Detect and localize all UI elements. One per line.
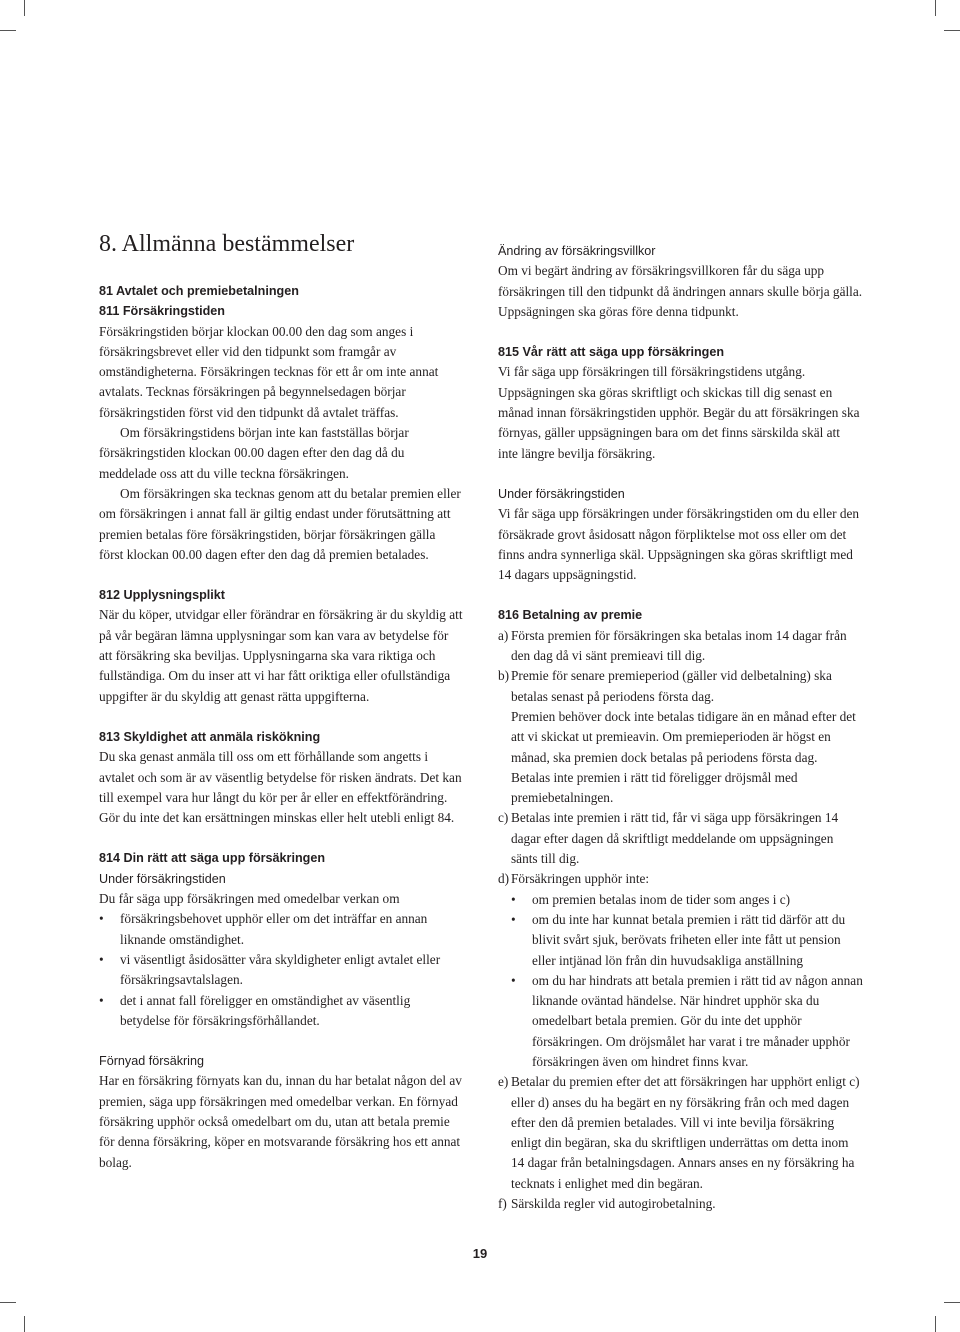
section-815-paragraph-2: Vi får säga upp försäkringen under försäkringstiden om du eller den försäkrade grovt åsidosatt någon förpliktelse mot oss eller om det finns andra synnerliga skäl. Uppsägningen ska göras skriftligt med 14 dagars uppsägningstid.	[498, 506, 860, 583]
list-label: a)	[498, 627, 509, 643]
list-item: • om du inte har kunnat betala premien i rätt tid därför att du blivit svårt sjuk, berövats friheten eller inte fått ut pension eller intjänad lön från din huvudsakliga anställning	[511, 910, 863, 971]
list-item-b-paragraph-3: Betalas inte premien i rätt tid föreligger dröjsmål med premiebetalningen.	[511, 769, 798, 806]
list-text: Försäkringen upphör inte:	[511, 871, 650, 887]
crop-mark	[935, 1316, 936, 1332]
list-item-a	[498, 626, 863, 667]
crop-mark	[24, 1316, 25, 1332]
list-item-d	[498, 869, 863, 889]
list-label: c)	[498, 810, 509, 826]
section-815-paragraph-1: Vi får säga upp försäkringen till försäkringstidens utgång. Uppsägningen ska göras skriftligt och skickas till dig senast en månad innan försäkringstiden upphör. Begär du att försäkringen ska förnyas, gäller uppsägningen bara om det finns särskilda skäl att inte längre bevilja försäkring.	[498, 364, 860, 461]
crop-mark	[24, 0, 25, 16]
section-814-bullet-list	[99, 909, 463, 1031]
section-811-paragraph-1: Försäkringstiden börjar klockan 00.00 den dag som anges i försäkringsbrevet eller vid den tidpunkt som framgår av omständigheterna. Försäkringen tecknas för ett år om inte annat avtalats. Tecknas försäkringen på begynnelsedagen börjar försäkringstiden först vid den tidpunkt då avtalet träffas.	[99, 323, 439, 420]
section-816-heading: 816 Betalning av premie	[498, 608, 643, 623]
page-title: 8. Allmänna bestämmelser	[99, 231, 355, 257]
section-815-heading: 815 Vår rätt att säga upp försäkringen	[498, 345, 725, 360]
list-text: Första premien för försäkringen ska betalas inom 14 dagar från den dag då vi sänt premieavi till dig.	[511, 627, 847, 664]
left-column	[99, 281, 463, 1173]
section-815-subheading: Under försäkringstiden	[498, 486, 625, 501]
section-813-heading: 813 Skyldighet att anmäla riskökning	[99, 729, 321, 744]
list-label: e)	[498, 1074, 509, 1090]
andring-paragraph: Om vi begärt ändring av försäkringsvillkoren får du säga upp försäkringen till den tidpunkt då ändringen annars skulle börja gälla. Uppsägningen ska göras före denna tidpunkt.	[498, 263, 863, 319]
section-812-paragraph: När du köper, utvidgar eller förändrar en försäkring är du skyldig att på vår begäran lämna upplysningar som kan vara av betydelse för att försäkring ska beviljas. Upplysningarna ska vara riktiga och fullständiga. Om du inser att vi har fått oriktiga eller ofullständiga uppgifter är du skyldig att genast rätta uppgifterna.	[99, 607, 463, 704]
section-811-paragraph-2: Om försäkringstidens början inte kan fastställas börjar försäkringstiden klockan 00.00 dagen efter den dag då du meddelade oss att du ville teckna försäkringen.	[99, 425, 409, 481]
list-text: Premie för senare premieperiod (gäller vid delbetalning) ska betalas senast på periodens första dag.	[511, 668, 832, 704]
list-item: • försäkringsbehovet upphör eller om det inträffar en annan liknande omständighet.	[99, 909, 463, 950]
list-item: • vi väsentligt åsidosätter våra skyldigheter enligt avtalet eller försäkringsavtalslagen.	[99, 950, 463, 991]
list-item-b	[498, 666, 863, 707]
list-label: d)	[498, 871, 510, 887]
section-811-heading: 811 Försäkringstiden	[99, 304, 225, 319]
list-item: • det i annat fall föreligger en omständighet av väsentlig betydelse för försäkringsförhållandet.	[99, 991, 463, 1032]
section-814-paragraph: Du får säga upp försäkringen med omedelbar verkan om	[99, 891, 400, 907]
section-814-subheading: Under försäkringstiden	[99, 871, 226, 886]
section-813-paragraph: Du ska genast anmäla till oss om ett förhållande som angetts i avtalet och som är av väsentlig betydelse för risken ändrats. Det kan till exempel vara hur långt du kör per år eller en effektförändring. Gör du inte det kan ersättningen minskas eller helt utebli enligt 84.	[99, 749, 462, 826]
page-number: 19	[472, 1246, 488, 1261]
list-label: b)	[498, 668, 510, 684]
crop-mark	[0, 1302, 16, 1303]
crop-mark	[944, 1302, 960, 1303]
list-item-f	[498, 1194, 863, 1214]
fornyad-heading: Förnyad försäkring	[99, 1054, 204, 1069]
andring-heading: Ändring av försäkringsvillkor	[498, 244, 656, 258]
list-text: Särskilda regler vid autogirobetalning.	[511, 1196, 716, 1212]
right-column	[498, 241, 863, 1214]
list-text: Betalas inte premien i rätt tid, får vi säga upp försäkringen 14 dagar efter dagen då skriftligt meddelande om uppsägningen sänts till dig.	[511, 810, 839, 867]
crop-mark	[0, 30, 16, 31]
list-text: Betalar du premien efter det att försäkringen har upphört enligt c) eller d) anses du ha begärt en ny försäkring från och med dagen efter den då premien betalades. Vill vi inte bevilja försäkring enligt din begäran, ska du skriftligen underrättas om detta inom 14 dagar från betalningsdagen. Annars anses en ny försäkring ha tecknats i enlighet med din begäran.	[511, 1074, 860, 1191]
list-item: • om du har hindrats att betala premien i rätt tid av någon annan liknande oväntad händelse. När hindret upphör ska du omedelbart betala premien. Gör du inte det upphör försäkringen. Om dröjsmålet har varat i tre månader upphör försäkringen även om hindret finns kvar.	[511, 971, 863, 1072]
list-item: • om premien betalas inom de tider som anges i c)	[511, 890, 863, 910]
crop-mark	[935, 0, 936, 16]
crop-mark	[944, 30, 960, 31]
section-812-heading: 812 Upplysningsplikt	[99, 588, 225, 603]
list-label: f)	[498, 1196, 507, 1212]
section-81-heading: 81 Avtalet och premiebetalningen	[99, 284, 299, 298]
list-item-e	[498, 1072, 863, 1194]
list-item-b-paragraph-2: Premien behöver dock inte betalas tidigare än en månad efter det att vi skickat ut premieavin. Om premieperioden är högst en månad, ska premien dock betalas på periodens första dag.	[511, 708, 856, 765]
list-item-c	[498, 808, 863, 869]
section-811-paragraph-3: Om försäkringen ska tecknas genom att du betalar premien eller om försäkringen i annat fall är giltig endast under förutsättning att premien betalas före försäkringstiden, börjar försäkringen gälla först klockan 00.00 dagen efter den dag då premien betalades.	[99, 485, 461, 562]
list-item-d-bullets	[498, 890, 863, 1073]
fornyad-paragraph: Har en försäkring förnyats kan du, innan du har betalat någon del av premien, säga upp försäkringen med omedelbar verkan. En förnyad försäkring upphör också omedelbart om du, utan att betala premie för denna försäkring, köper en motsvarande försäkring hos ett annat bolag.	[99, 1073, 462, 1170]
section-814-heading: 814 Din rätt att säga upp försäkringen	[99, 851, 326, 866]
